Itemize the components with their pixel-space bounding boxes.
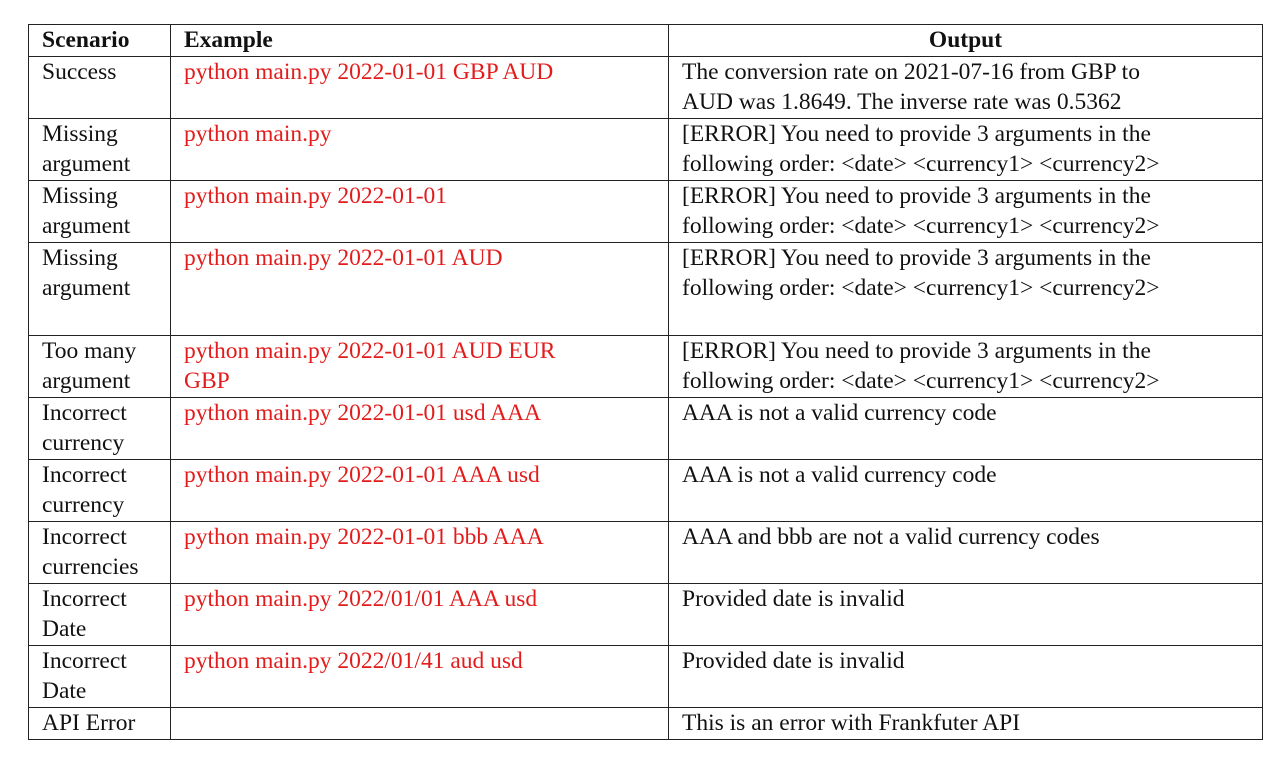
example-cell bbox=[171, 398, 669, 460]
output-cell bbox=[669, 584, 1263, 646]
scenario-cell bbox=[29, 584, 171, 646]
scenario-line: Success bbox=[42, 59, 117, 85]
output-cell bbox=[669, 119, 1263, 181]
output-line: AUD was 1.8649. The inverse rate was 0.5362 bbox=[682, 89, 1122, 115]
output-cell bbox=[669, 460, 1263, 522]
scenario-line: argument bbox=[42, 368, 131, 394]
scenario-line: Incorrect bbox=[42, 400, 127, 426]
example-cell bbox=[171, 708, 669, 740]
table-row bbox=[29, 522, 1263, 584]
output-cell bbox=[669, 336, 1263, 398]
example-cell bbox=[171, 460, 669, 522]
example-cell bbox=[171, 181, 669, 243]
header-row bbox=[29, 25, 1263, 57]
example-line: python main.py 2022-01-01 AUD bbox=[184, 245, 503, 271]
example-cell bbox=[171, 57, 669, 119]
scenario-line: Missing bbox=[42, 245, 118, 271]
output-line: The conversion rate on 2021-07-16 from GBP to bbox=[682, 59, 1140, 85]
header-output: Output bbox=[669, 25, 1263, 57]
output-cell bbox=[669, 57, 1263, 119]
scenario-line: currencies bbox=[42, 554, 139, 580]
output-line: AAA and bbb are not a valid currency codes bbox=[682, 524, 1100, 550]
scenario-cell bbox=[29, 181, 171, 243]
output-line: following order: <date> <currency1> <currency2> bbox=[682, 213, 1160, 239]
scenario-line: Incorrect bbox=[42, 648, 127, 674]
header-example: Example bbox=[171, 25, 669, 57]
scenario-cell bbox=[29, 243, 171, 336]
scenario-line: API Error bbox=[42, 710, 136, 736]
example-line: python main.py 2022-01-01 usd AAA bbox=[184, 400, 542, 426]
table-row bbox=[29, 243, 1263, 336]
example-cell bbox=[171, 584, 669, 646]
example-cell bbox=[171, 243, 669, 336]
table-row bbox=[29, 119, 1263, 181]
example-cell bbox=[171, 522, 669, 584]
output-line: Provided date is invalid bbox=[682, 586, 905, 612]
scenario-cell bbox=[29, 398, 171, 460]
example-line: GBP bbox=[184, 368, 230, 394]
table-row bbox=[29, 708, 1263, 740]
example-line: python main.py 2022-01-01 AUD EUR bbox=[184, 338, 556, 364]
example-line: python main.py 2022-01-01 AAA usd bbox=[184, 462, 540, 488]
scenario-cell bbox=[29, 522, 171, 584]
table-row bbox=[29, 584, 1263, 646]
output-line: following order: <date> <currency1> <currency2> bbox=[682, 275, 1160, 301]
scenario-line: Incorrect bbox=[42, 586, 127, 612]
scenario-line: currency bbox=[42, 492, 125, 518]
output-line: following order: <date> <currency1> <currency2> bbox=[682, 151, 1160, 177]
scenario-line: Missing bbox=[42, 183, 118, 209]
example-line: python main.py 2022-01-01 bbox=[184, 183, 448, 209]
example-cell bbox=[171, 336, 669, 398]
example-line: python main.py bbox=[184, 121, 332, 147]
output-line: following order: <date> <currency1> <currency2> bbox=[682, 368, 1160, 394]
scenario-line: argument bbox=[42, 275, 131, 301]
scenario-cell bbox=[29, 57, 171, 119]
table-row bbox=[29, 646, 1263, 708]
scenario-line: Incorrect bbox=[42, 462, 127, 488]
output-line: Provided date is invalid bbox=[682, 648, 905, 674]
output-cell bbox=[669, 181, 1263, 243]
example-cell bbox=[171, 646, 669, 708]
scenario-line: Incorrect bbox=[42, 524, 127, 550]
scenario-line: Date bbox=[42, 678, 87, 704]
output-line: This is an error with Frankfuter API bbox=[682, 710, 1021, 736]
scenario-line: currency bbox=[42, 430, 125, 456]
example-line: python main.py 2022-01-01 GBP AUD bbox=[184, 59, 554, 85]
example-line: python main.py 2022/01/41 aud usd bbox=[184, 648, 523, 674]
output-line: [ERROR] You need to provide 3 arguments in the bbox=[682, 245, 1151, 271]
scenario-cell bbox=[29, 708, 171, 740]
output-line: AAA is not a valid currency code bbox=[682, 400, 997, 426]
output-line: [ERROR] You need to provide 3 arguments in the bbox=[682, 338, 1151, 364]
example-line: python main.py 2022/01/01 AAA usd bbox=[184, 586, 538, 612]
scenario-cell bbox=[29, 460, 171, 522]
example-line: python main.py 2022-01-01 bbb AAA bbox=[184, 524, 544, 550]
scenario-line: Date bbox=[42, 616, 87, 642]
scenario-cell bbox=[29, 336, 171, 398]
output-line: [ERROR] You need to provide 3 arguments in the bbox=[682, 121, 1151, 147]
table-row bbox=[29, 398, 1263, 460]
output-cell bbox=[669, 522, 1263, 584]
output-line: [ERROR] You need to provide 3 arguments in the bbox=[682, 183, 1151, 209]
scenarios-table bbox=[28, 24, 1263, 740]
output-cell bbox=[669, 398, 1263, 460]
scenario-cell bbox=[29, 119, 171, 181]
output-cell bbox=[669, 243, 1263, 336]
header-scenario: Scenario bbox=[29, 25, 171, 57]
scenario-line: Missing bbox=[42, 121, 118, 147]
table-row bbox=[29, 57, 1263, 119]
scenario-line: Too many bbox=[42, 338, 137, 364]
scenario-line: argument bbox=[42, 151, 131, 177]
scenario-line: argument bbox=[42, 213, 131, 239]
scenario-cell bbox=[29, 646, 171, 708]
table-row bbox=[29, 460, 1263, 522]
table-row bbox=[29, 336, 1263, 398]
output-cell bbox=[669, 646, 1263, 708]
output-cell bbox=[669, 708, 1263, 740]
output-line: AAA is not a valid currency code bbox=[682, 462, 997, 488]
example-cell bbox=[171, 119, 669, 181]
table-row bbox=[29, 181, 1263, 243]
